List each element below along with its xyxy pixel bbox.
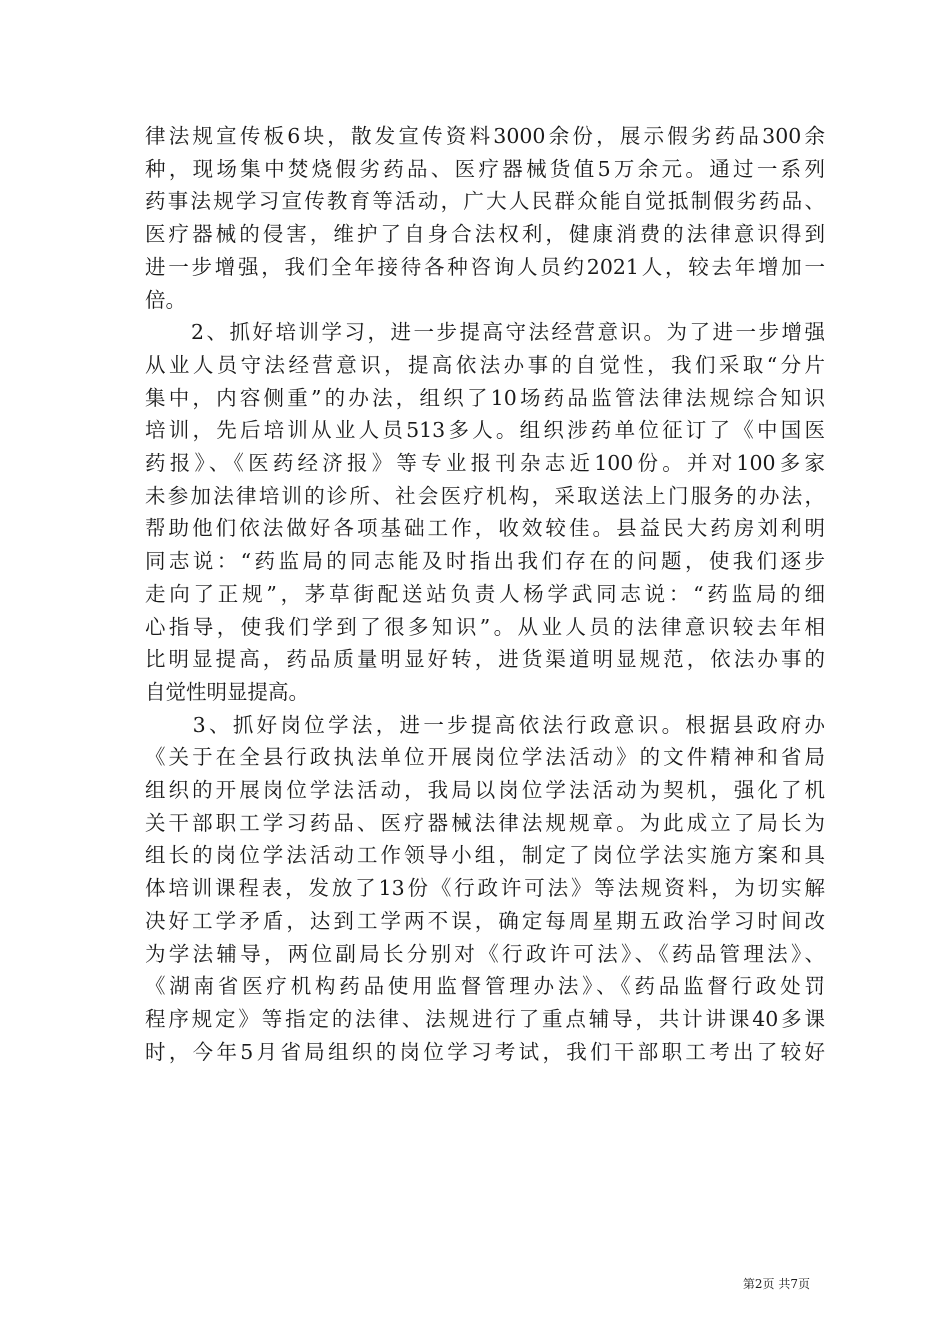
text-line: 2、抓好培训学习，进一步提高守法经营意识。为了进一步增强: [145, 320, 825, 345]
text-line: 自觉性明显提高。: [145, 679, 309, 704]
text-line: 集中，内容侧重”的办法，组织了10场药品监管法律法规综合知识: [145, 385, 825, 410]
text-line: 比明显提高，药品质量明显好转，进货渠道明显规范，依法办事的: [145, 647, 825, 672]
text-line: 医疗器械的侵害，维护了自身合法权利，健康消费的法律意识得到: [145, 222, 825, 247]
text-line: 倍。: [145, 287, 186, 312]
text-line: 律法规宣传板6块，散发宣传资料3000余份，展示假劣药品300余: [145, 124, 825, 148]
page-number-footer: 第2页 共7页: [742, 1277, 810, 1291]
text-line: 《关于在全县行政执法单位开展岗位学法活动》的文件精神和省局: [145, 745, 825, 770]
text-line: 体培训课程表，发放了13份《行政许可法》等法规资料，为切实解: [145, 876, 825, 901]
text-line: 从业人员守法经营意识，提高依法办事的自觉性，我们采取“分片: [145, 352, 825, 377]
text-line: 时，今年5月省局组织的岗位学习考试，我们干部职工考出了较好: [145, 1039, 825, 1064]
text-line: 未参加法律培训的诊所、社会医疗机构，采取送法上门服务的办法，: [145, 483, 825, 508]
text-line: 药报》、《医药经济报》等专业报刊杂志近100份。并对100多家: [145, 451, 825, 475]
text-line: 程序规定》等指定的法律、法规进行了重点辅导，共计讲课40多课: [145, 1006, 825, 1031]
text-line: 同志说：“药监局的同志能及时指出我们存在的问题，使我们逐步: [145, 549, 825, 574]
text-line: 种，现场集中焚烧假劣药品、医疗器械货值5万余元。通过一系列: [145, 156, 825, 181]
text-line: 药事法规学习宣传教育等活动，广大人民群众能自觉抵制假劣药品、: [145, 189, 825, 214]
text-line: 决好工学矛盾，达到工学两不误，确定每周星期五政治学习时间改: [145, 908, 825, 933]
text-line: 心指导，使我们学到了很多知识”。从业人员的法律意识较去年相: [145, 614, 825, 639]
text-line: 帮助他们依法做好各项基础工作，收效较佳。县益民大药房刘利明: [145, 516, 825, 541]
text-line: 3、抓好岗位学法，进一步提高依法行政意识。根据县政府办: [145, 712, 825, 737]
text-line: 《湖南省医疗机构药品使用监督管理办法》、《药品监督行政处罚: [145, 974, 825, 999]
text-line: 培训，先后培训从业人员513多人。组织涉药单位征订了《中国医: [145, 418, 825, 443]
text-line: 进一步增强，我们全年接待各种咨询人员约2021人，较去年增加一: [145, 254, 825, 279]
text-line: 走向了正规”，茅草街配送站负责人杨学武同志说：“药监局的细: [145, 581, 825, 606]
text-line: 组织的开展岗位学法活动，我局以岗位学法活动为契机，强化了机: [145, 778, 825, 802]
text-line: 关干部职工学习药品、医疗器械法律法规规章。为此成立了局长为: [145, 810, 825, 835]
text-line: 为学法辅导，两位副局长分别对《行政许可法》、《药品管理法》、: [145, 941, 825, 966]
text-line: 组长的岗位学法活动工作领导小组，制定了岗位学法实施方案和具: [145, 843, 825, 868]
